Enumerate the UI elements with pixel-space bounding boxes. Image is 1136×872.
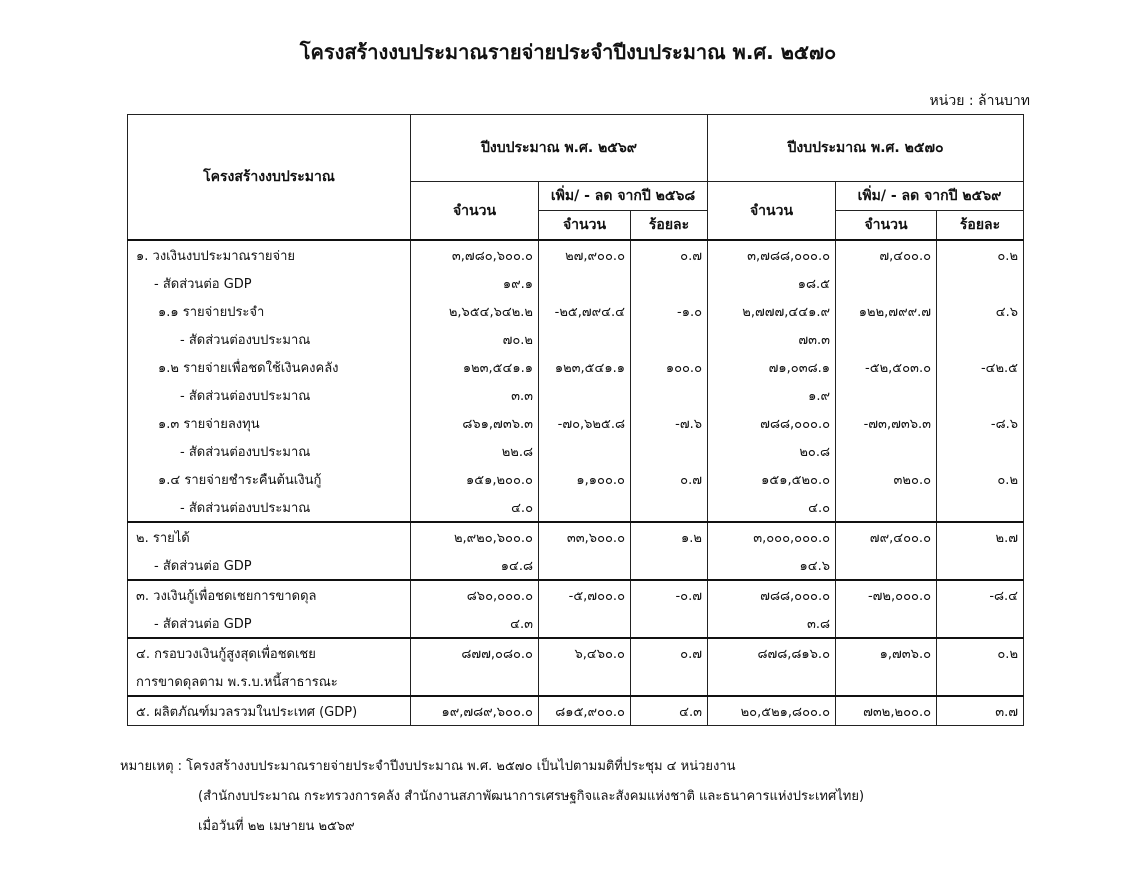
row-label: ๑.๔ รายจ่ายชำระคืนต้นเงินกู้ xyxy=(128,465,411,493)
cell-change-2569: -๕๒,๕๐๓.๐ xyxy=(836,353,937,381)
header-fy2570: ปีงบประมาณ พ.ศ. ๒๕๗๐ xyxy=(708,115,1024,182)
cell-change-2568: ๑,๑๐๐.๐ xyxy=(539,465,631,493)
table-row xyxy=(128,465,1024,493)
row-label: - สัดส่วนต่องบประมาณ xyxy=(128,381,411,409)
cell-percent-2569: -๔๒.๕ xyxy=(937,353,1024,381)
cell-amount-2569: ๓,๗๘๐,๖๐๐.๐ xyxy=(411,240,539,269)
table-row xyxy=(128,551,1024,580)
footnote-line-3: เมื่อวันที่ ๒๒ เมษายน ๒๕๖๙ xyxy=(198,819,355,834)
budget-table xyxy=(127,114,1024,726)
row-label: - สัดส่วนต่องบประมาณ xyxy=(128,325,411,353)
row-label-continued: การขาดดุลตาม พ.ร.บ.หนี้สาธารณะ xyxy=(128,667,411,696)
cell-amount-2570: ๘๗๘,๘๑๖.๐ xyxy=(708,638,836,667)
cell-amount-2570: ๑๘.๕ xyxy=(708,269,836,297)
row-label: ๑.๓ รายจ่ายลงทุน xyxy=(128,409,411,437)
cell-percent-2569 xyxy=(937,269,1024,297)
cell-amount-2570: ๗๘๘,๐๐๐.๐ xyxy=(708,409,836,437)
cell-percent-2568 xyxy=(631,551,708,580)
cell-percent-2568 xyxy=(631,381,708,409)
cell-change-2569: ๑๒๒,๗๙๙.๗ xyxy=(836,297,937,325)
table-row xyxy=(128,353,1024,381)
cell-change-2568: ๑๒๓,๕๔๑.๑ xyxy=(539,353,631,381)
cell-change-2569: ๗๙,๔๐๐.๐ xyxy=(836,522,937,551)
cell-amount-2570: ๓.๘ xyxy=(708,609,836,638)
cell-percent-2569: ๐.๒ xyxy=(937,638,1024,667)
cell-percent-2569 xyxy=(937,493,1024,522)
cell-amount-2570: ๗๓.๓ xyxy=(708,325,836,353)
cell-change-2568: -๗๐,๖๒๕.๘ xyxy=(539,409,631,437)
cell-change-2569 xyxy=(836,437,937,465)
cell-amount-2570: ๑๔.๖ xyxy=(708,551,836,580)
table-row xyxy=(128,522,1024,551)
cell-amount-2570: ๗๑,๐๓๘.๑ xyxy=(708,353,836,381)
table-row xyxy=(128,437,1024,465)
cell-percent-2569 xyxy=(937,325,1024,353)
cell-percent-2568 xyxy=(631,325,708,353)
cell-percent-2569 xyxy=(937,609,1024,638)
cell-amount-2569: ๒๒.๘ xyxy=(411,437,539,465)
row-label: - สัดส่วนต่องบประมาณ xyxy=(128,437,411,465)
cell-change-2568: ๒๗,๙๐๐.๐ xyxy=(539,240,631,269)
cell-amount-2569: ๑๒๓,๕๔๑.๑ xyxy=(411,353,539,381)
cell-amount-2570: ๗๘๘,๐๐๐.๐ xyxy=(708,580,836,609)
cell-amount-2569: ๑๙.๑ xyxy=(411,269,539,297)
header-sub-amount-2568: จำนวน xyxy=(539,211,631,241)
cell-percent-2568 xyxy=(631,269,708,297)
table-row xyxy=(128,493,1024,522)
cell-percent-2568: -๑.๐ xyxy=(631,297,708,325)
cell-percent-2568: ๐.๗ xyxy=(631,240,708,269)
cell-amount-2570: ๔.๐ xyxy=(708,493,836,522)
row-label: ๕. ผลิตภัณฑ์มวลรวมในประเทศ (GDP) xyxy=(128,696,411,726)
page-title: โครงสร้างงบประมาณรายจ่ายประจำปีงบประมาณ พ.ศ. ๒๕๗๐ xyxy=(299,40,837,64)
cell-percent-2568: -๗.๖ xyxy=(631,409,708,437)
cell-change-2569: ๓๒๐.๐ xyxy=(836,465,937,493)
cell-amount-2569: ๔.๐ xyxy=(411,493,539,522)
cell-change-2569: -๗๓,๗๓๖.๓ xyxy=(836,409,937,437)
header-change-2569: เพิ่ม/ - ลด จากปี ๒๕๖๙ xyxy=(836,182,1024,211)
table-row xyxy=(128,638,1024,667)
cell-change-2569 xyxy=(836,269,937,297)
cell-change-2569 xyxy=(836,325,937,353)
header-change-2568: เพิ่ม/ - ลด จากปี ๒๕๖๘ xyxy=(539,182,708,211)
table-row xyxy=(128,269,1024,297)
row-label: ๒. รายได้ xyxy=(128,522,411,551)
cell-percent-2569: -๘.๖ xyxy=(937,409,1024,437)
table-row xyxy=(128,609,1024,638)
cell-change-2568 xyxy=(539,381,631,409)
cell-change-2568 xyxy=(539,551,631,580)
cell-change-2568 xyxy=(539,493,631,522)
cell-change-2569 xyxy=(836,381,937,409)
cell-amount-2570: ๑๕๑,๕๒๐.๐ xyxy=(708,465,836,493)
row-label: ๓. วงเงินกู้เพื่อชดเชยการขาดดุล xyxy=(128,580,411,609)
cell-change-2569 xyxy=(836,493,937,522)
cell-change-2568 xyxy=(539,325,631,353)
cell-percent-2569: -๘.๔ xyxy=(937,580,1024,609)
cell-amount-2569: ๘๖๑,๗๓๖.๓ xyxy=(411,409,539,437)
header-sub-amount-2569: จำนวน xyxy=(836,211,937,241)
cell-change-2568: -๒๕,๗๙๔.๔ xyxy=(539,297,631,325)
cell-amount-2570: ๒๐,๕๒๑,๘๐๐.๐ xyxy=(708,696,836,726)
footnote-line-2: (สำนักงบประมาณ กระทรวงการคลัง สำนักงานสภาพัฒนาการเศรษฐกิจและสังคมแห่งชาติ และธนาคารแห่งประเทศไทย) xyxy=(198,789,865,804)
header-percent-2568: ร้อยละ xyxy=(631,211,708,241)
footnote-line-1: หมายเหตุ : โครงสร้างงบประมาณรายจ่ายประจำปีงบประมาณ พ.ศ. ๒๕๗๐ เป็นไปตามมติที่ประชุม ๔ หน่วยงาน xyxy=(120,759,736,774)
row-label: - สัดส่วนต่อ GDP xyxy=(128,551,411,580)
table-row xyxy=(128,409,1024,437)
cell-amount-2569: ๑๕๑,๒๐๐.๐ xyxy=(411,465,539,493)
row-label: ๑.๒ รายจ่ายเพื่อชดใช้เงินคงคลัง xyxy=(128,353,411,381)
cell-change-2568: ๘๑๕,๙๐๐.๐ xyxy=(539,696,631,726)
cell-amount-2569: ๑๔.๘ xyxy=(411,551,539,580)
table-row xyxy=(128,667,1024,696)
row-label: ๑. วงเงินงบประมาณรายจ่าย xyxy=(128,240,411,269)
row-label: - สัดส่วนต่อ GDP xyxy=(128,609,411,638)
footnote xyxy=(120,752,864,842)
cell-percent-2568 xyxy=(631,493,708,522)
cell-amount-2569: ๔.๓ xyxy=(411,609,539,638)
table-row xyxy=(128,696,1024,726)
cell-change-2568 xyxy=(539,269,631,297)
cell-change-2569: ๗๓๒,๒๐๐.๐ xyxy=(836,696,937,726)
header-percent-2569: ร้อยละ xyxy=(937,211,1024,241)
cell-amount-2569: ๒,๙๒๐,๖๐๐.๐ xyxy=(411,522,539,551)
cell-percent-2568: ๑๐๐.๐ xyxy=(631,353,708,381)
row-label: ๔. กรอบวงเงินกู้สูงสุดเพื่อชดเชย xyxy=(128,638,411,667)
cell-percent-2568: ๐.๗ xyxy=(631,638,708,667)
cell-change-2569: -๗๒,๐๐๐.๐ xyxy=(836,580,937,609)
cell-amount-2569: ๘๗๗,๐๘๐.๐ xyxy=(411,638,539,667)
cell-percent-2569: ๓.๗ xyxy=(937,696,1024,726)
cell-percent-2568: ๔.๓ xyxy=(631,696,708,726)
cell-change-2568 xyxy=(539,437,631,465)
cell-amount-2569: ๘๖๐,๐๐๐.๐ xyxy=(411,580,539,609)
cell-percent-2569 xyxy=(937,551,1024,580)
header-amount-2570: จำนวน xyxy=(708,182,836,241)
row-label: - สัดส่วนต่องบประมาณ xyxy=(128,493,411,522)
table-row xyxy=(128,297,1024,325)
cell-percent-2569 xyxy=(937,437,1024,465)
header-amount-2569: จำนวน xyxy=(411,182,539,241)
cell-change-2568: ๓๓,๖๐๐.๐ xyxy=(539,522,631,551)
table-row xyxy=(128,580,1024,609)
header-fy2569: ปีงบประมาณ พ.ศ. ๒๕๖๙ xyxy=(411,115,708,182)
cell-amount-2570: ๑.๙ xyxy=(708,381,836,409)
cell-amount-2570: ๒,๗๗๗,๔๔๑.๙ xyxy=(708,297,836,325)
cell-change-2568 xyxy=(539,609,631,638)
cell-percent-2569: ๐.๒ xyxy=(937,465,1024,493)
row-label: - สัดส่วนต่อ GDP xyxy=(128,269,411,297)
table-row xyxy=(128,381,1024,409)
cell-change-2569 xyxy=(836,609,937,638)
cell-percent-2569: ๐.๒ xyxy=(937,240,1024,269)
cell-amount-2570: ๓,๗๘๘,๐๐๐.๐ xyxy=(708,240,836,269)
row-label: ๑.๑ รายจ่ายประจำ xyxy=(128,297,411,325)
cell-percent-2568: ๑.๒ xyxy=(631,522,708,551)
cell-percent-2568 xyxy=(631,609,708,638)
cell-amount-2570: ๒๐.๘ xyxy=(708,437,836,465)
cell-amount-2569: ๗๐.๒ xyxy=(411,325,539,353)
cell-percent-2568: -๐.๗ xyxy=(631,580,708,609)
cell-amount-2569: ๑๙,๗๘๙,๖๐๐.๐ xyxy=(411,696,539,726)
cell-amount-2569: ๒,๖๕๔,๖๔๒.๒ xyxy=(411,297,539,325)
cell-change-2569: ๗,๔๐๐.๐ xyxy=(836,240,937,269)
cell-percent-2569: ๔.๖ xyxy=(937,297,1024,325)
cell-amount-2570: ๓,๐๐๐,๐๐๐.๐ xyxy=(708,522,836,551)
cell-change-2569 xyxy=(836,551,937,580)
table-row xyxy=(128,325,1024,353)
header-structure: โครงสร้างงบประมาณ xyxy=(128,115,411,241)
cell-percent-2568: ๐.๗ xyxy=(631,465,708,493)
cell-percent-2569: ๒.๗ xyxy=(937,522,1024,551)
unit-label: หน่วย : ล้านบาท xyxy=(929,93,1030,109)
cell-percent-2568 xyxy=(631,437,708,465)
cell-percent-2569 xyxy=(937,381,1024,409)
cell-amount-2569: ๓.๓ xyxy=(411,381,539,409)
cell-change-2568: ๖,๔๖๐.๐ xyxy=(539,638,631,667)
table-row xyxy=(128,240,1024,269)
cell-change-2568: -๕,๗๐๐.๐ xyxy=(539,580,631,609)
cell-change-2569: ๑,๗๓๖.๐ xyxy=(836,638,937,667)
